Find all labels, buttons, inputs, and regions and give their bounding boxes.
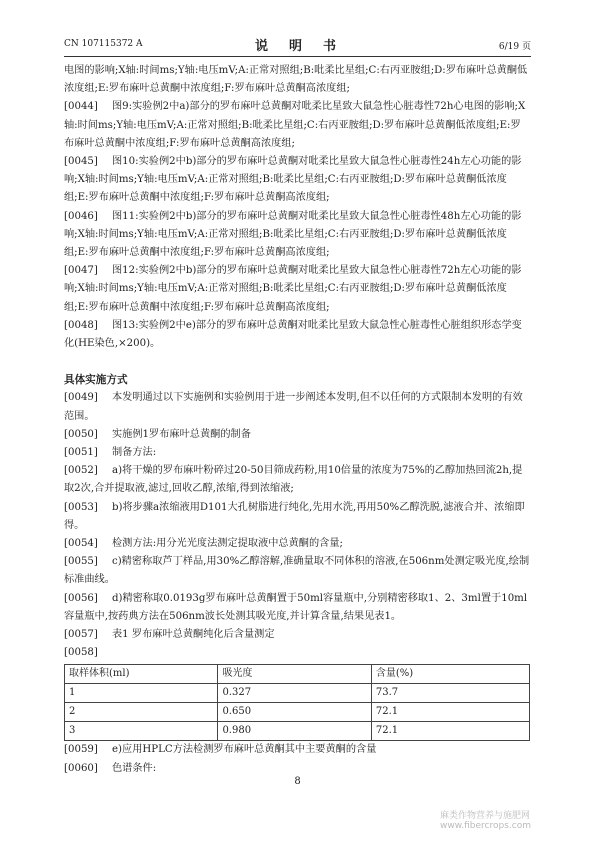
watermark: 麻类作物营养与施肥网 www.fibercrops.com xyxy=(440,811,531,831)
paragraph-number: [0051] xyxy=(64,447,98,459)
page-indicator: 6/19 页 xyxy=(498,42,531,52)
paragraph xyxy=(64,62,530,98)
paragraph xyxy=(64,262,530,317)
paragraph xyxy=(64,499,530,535)
paragraph-text: 制备方法: xyxy=(112,447,157,459)
paragraph xyxy=(64,98,530,153)
paragraph-text: 图13:实验例2中e)部分的罗布麻叶总黄酮对吡柔比星致大鼠急性心脏毒性心脏组织形态学变化(HE染色,×200)。 xyxy=(64,319,522,350)
paragraph xyxy=(64,644,530,662)
table-cell: 3 xyxy=(65,722,218,741)
paragraph-text: 检测方法:用分光光度法测定提取液中总黄酮的含量; xyxy=(112,538,343,550)
table-header-cell: 吸光度 xyxy=(218,664,371,683)
table-cell: 0.327 xyxy=(218,683,371,702)
patent-number: CN 107115372 A xyxy=(64,39,143,49)
table-row xyxy=(65,702,530,721)
paragraph-text: e)应用HPLC方法检测罗布麻叶总黄酮其中主要黄酮的含量 xyxy=(112,744,377,756)
table-cell: 2 xyxy=(65,702,218,721)
paragraph-number: [0047] xyxy=(64,265,98,277)
header-rule xyxy=(64,56,531,57)
table-cell: 0.650 xyxy=(218,702,371,721)
table-cell: 72.1 xyxy=(371,702,529,721)
paragraph xyxy=(64,444,530,462)
document-title: 说 明 书 xyxy=(254,39,340,54)
paragraph-text: 表1 罗布麻叶总黄酮纯化后含量测定 xyxy=(112,629,275,641)
paragraph-number: [0054] xyxy=(64,538,98,550)
document-body xyxy=(64,62,530,778)
content-table xyxy=(64,664,530,742)
paragraphs-top xyxy=(64,62,530,353)
table-row xyxy=(65,722,530,741)
paragraph-number: [0059] xyxy=(64,744,98,756)
paragraph-text: b)将步骤a浓缩液用D101大孔树脂进行纯化,先用水洗,再用50%乙醇洗脱,滤液合并、浓缩即得。 xyxy=(64,501,525,531)
paragraph-number: [0053] xyxy=(64,501,98,513)
paragraph-text: 图12:实验例2中b)部分的罗布麻叶总黄酮对吡柔比星致大鼠急性心脏毒性72h左心功能的影响;X轴:时间ms;Y轴:电压mV;A:正常对照组;B:吡柔比星组;C:右丙亚胺组;D:罗布麻叶总黄酮低浓度组;E:罗布麻叶总黄酮中浓度组;F:罗布麻叶总黄酮高浓度组; xyxy=(64,265,522,313)
table-header-cell: 含量(%) xyxy=(371,664,529,683)
table-row xyxy=(65,683,530,702)
section-heading: 具体实施方式 xyxy=(64,374,128,387)
paragraphs-bottom xyxy=(64,741,530,777)
paragraph xyxy=(64,590,530,626)
paragraph xyxy=(64,626,530,644)
paragraph xyxy=(64,317,530,353)
paragraph-number: [0044] xyxy=(64,101,98,113)
paragraph-number: [0049] xyxy=(64,392,98,404)
paragraph xyxy=(64,760,530,778)
table-cell: 72.1 xyxy=(371,722,529,741)
paragraph-number: [0058] xyxy=(64,647,98,659)
paragraphs-mid xyxy=(64,389,530,662)
paragraph xyxy=(64,426,530,444)
paragraph xyxy=(64,462,530,498)
paragraph-number: [0048] xyxy=(64,319,98,331)
paragraph-text: 图10:实验例2中b)部分的罗布麻叶总黄酮对吡柔比星致大鼠急性心脏毒性24h左心功能的影响;X轴:时间ms;Y轴:电压mV;A:正常对照组;B:吡柔比星组;C:右丙亚胺组;D:罗布麻叶总黄酮低浓度组;E:罗布麻叶总黄酮中浓度组;F:罗布麻叶总黄酮高浓度组; xyxy=(64,156,522,204)
paragraph-number: [0057] xyxy=(64,629,98,641)
paragraph-number: [0052] xyxy=(64,465,98,477)
paragraph xyxy=(64,208,530,263)
table-cell: 73.7 xyxy=(371,683,529,702)
paragraph xyxy=(64,389,530,425)
table-cell: 0.980 xyxy=(218,722,371,741)
paragraph xyxy=(64,741,530,759)
paragraph-number: [0046] xyxy=(64,210,98,222)
paragraph-text: 色谱条件: xyxy=(112,762,157,774)
page-header xyxy=(64,38,531,52)
paragraph-text: 实施例1罗布麻叶总黄酮的制备 xyxy=(112,428,251,440)
table-header-cell: 取样体积(ml) xyxy=(65,664,218,683)
table-header-row xyxy=(65,664,530,683)
table-cell: 1 xyxy=(65,683,218,702)
paragraph-text: a)将干燥的罗布麻叶粉碎过20-50目筛成药粉,用10倍量的浓度为75%的乙醇加热回流2h,提取2次,合并提取液,滤过,回收乙醇,浓缩,得到浓缩液; xyxy=(64,465,523,495)
paragraph-text: 图9:实验例2中a)部分的罗布麻叶总黄酮对吡柔比星致大鼠急性心脏毒性72h心电图的影响;X轴:时间ms;Y轴:电压mV;A:正常对照组;B:吡柔比星组;C:右丙亚胺组;D:罗布麻叶总黄酮低浓度组;E:罗布麻叶总黄酮中浓度组;F:罗布麻叶总黄酮高浓度组; xyxy=(64,101,526,149)
paragraph-text: 本发明通过以下实施例和实验例用于进一步阐述本发明,但不以任何的方式限制本发明的有效范围。 xyxy=(64,392,523,422)
paragraph-text: 电图的影响;X轴:时间ms;Y轴:电压mV;A:正常对照组;B:吡柔比星组;C:右丙亚胺组;D:罗布麻叶总黄酮低浓度组;E:罗布麻叶总黄酮中浓度组;F:罗布麻叶总黄酮高浓度组; xyxy=(64,65,528,95)
paragraph xyxy=(64,553,530,589)
paragraph-text: c)精密称取芦丁样品,用30%乙醇溶解,准确量取不同体积的溶液,在506nm处测定吸光度,绘制标准曲线。 xyxy=(64,556,530,586)
page-number: 8 xyxy=(294,776,301,787)
paragraph-text: d)精密称取0.0193g罗布麻叶总黄酮置于50ml容量瓶中,分别精密移取1、2、3ml置于10ml容量瓶中,按药典方法在506nm波长处测其吸光度,并计算含量,结果见表1。 xyxy=(64,592,528,622)
paragraph-number: [0060] xyxy=(64,762,98,774)
paragraph xyxy=(64,535,530,553)
paragraph-number: [0050] xyxy=(64,428,98,440)
paragraph-number: [0045] xyxy=(64,156,98,168)
paragraph-text: 图11:实验例2中b)部分的罗布麻叶总黄酮对吡柔比星致大鼠急性心脏毒性48h左心功能的影响;X轴:时间ms;Y轴:电压mV;A:正常对照组;B:吡柔比星组;C:右丙亚胺组;D:罗布麻叶总黄酮低浓度组;E:罗布麻叶总黄酮中浓度组;F:罗布麻叶总黄酮高浓度组; xyxy=(64,210,522,259)
paragraph-number: [0056] xyxy=(64,592,98,604)
paragraph-number: [0055] xyxy=(64,556,98,568)
paragraph xyxy=(64,153,530,208)
paragraph-text xyxy=(64,644,530,662)
